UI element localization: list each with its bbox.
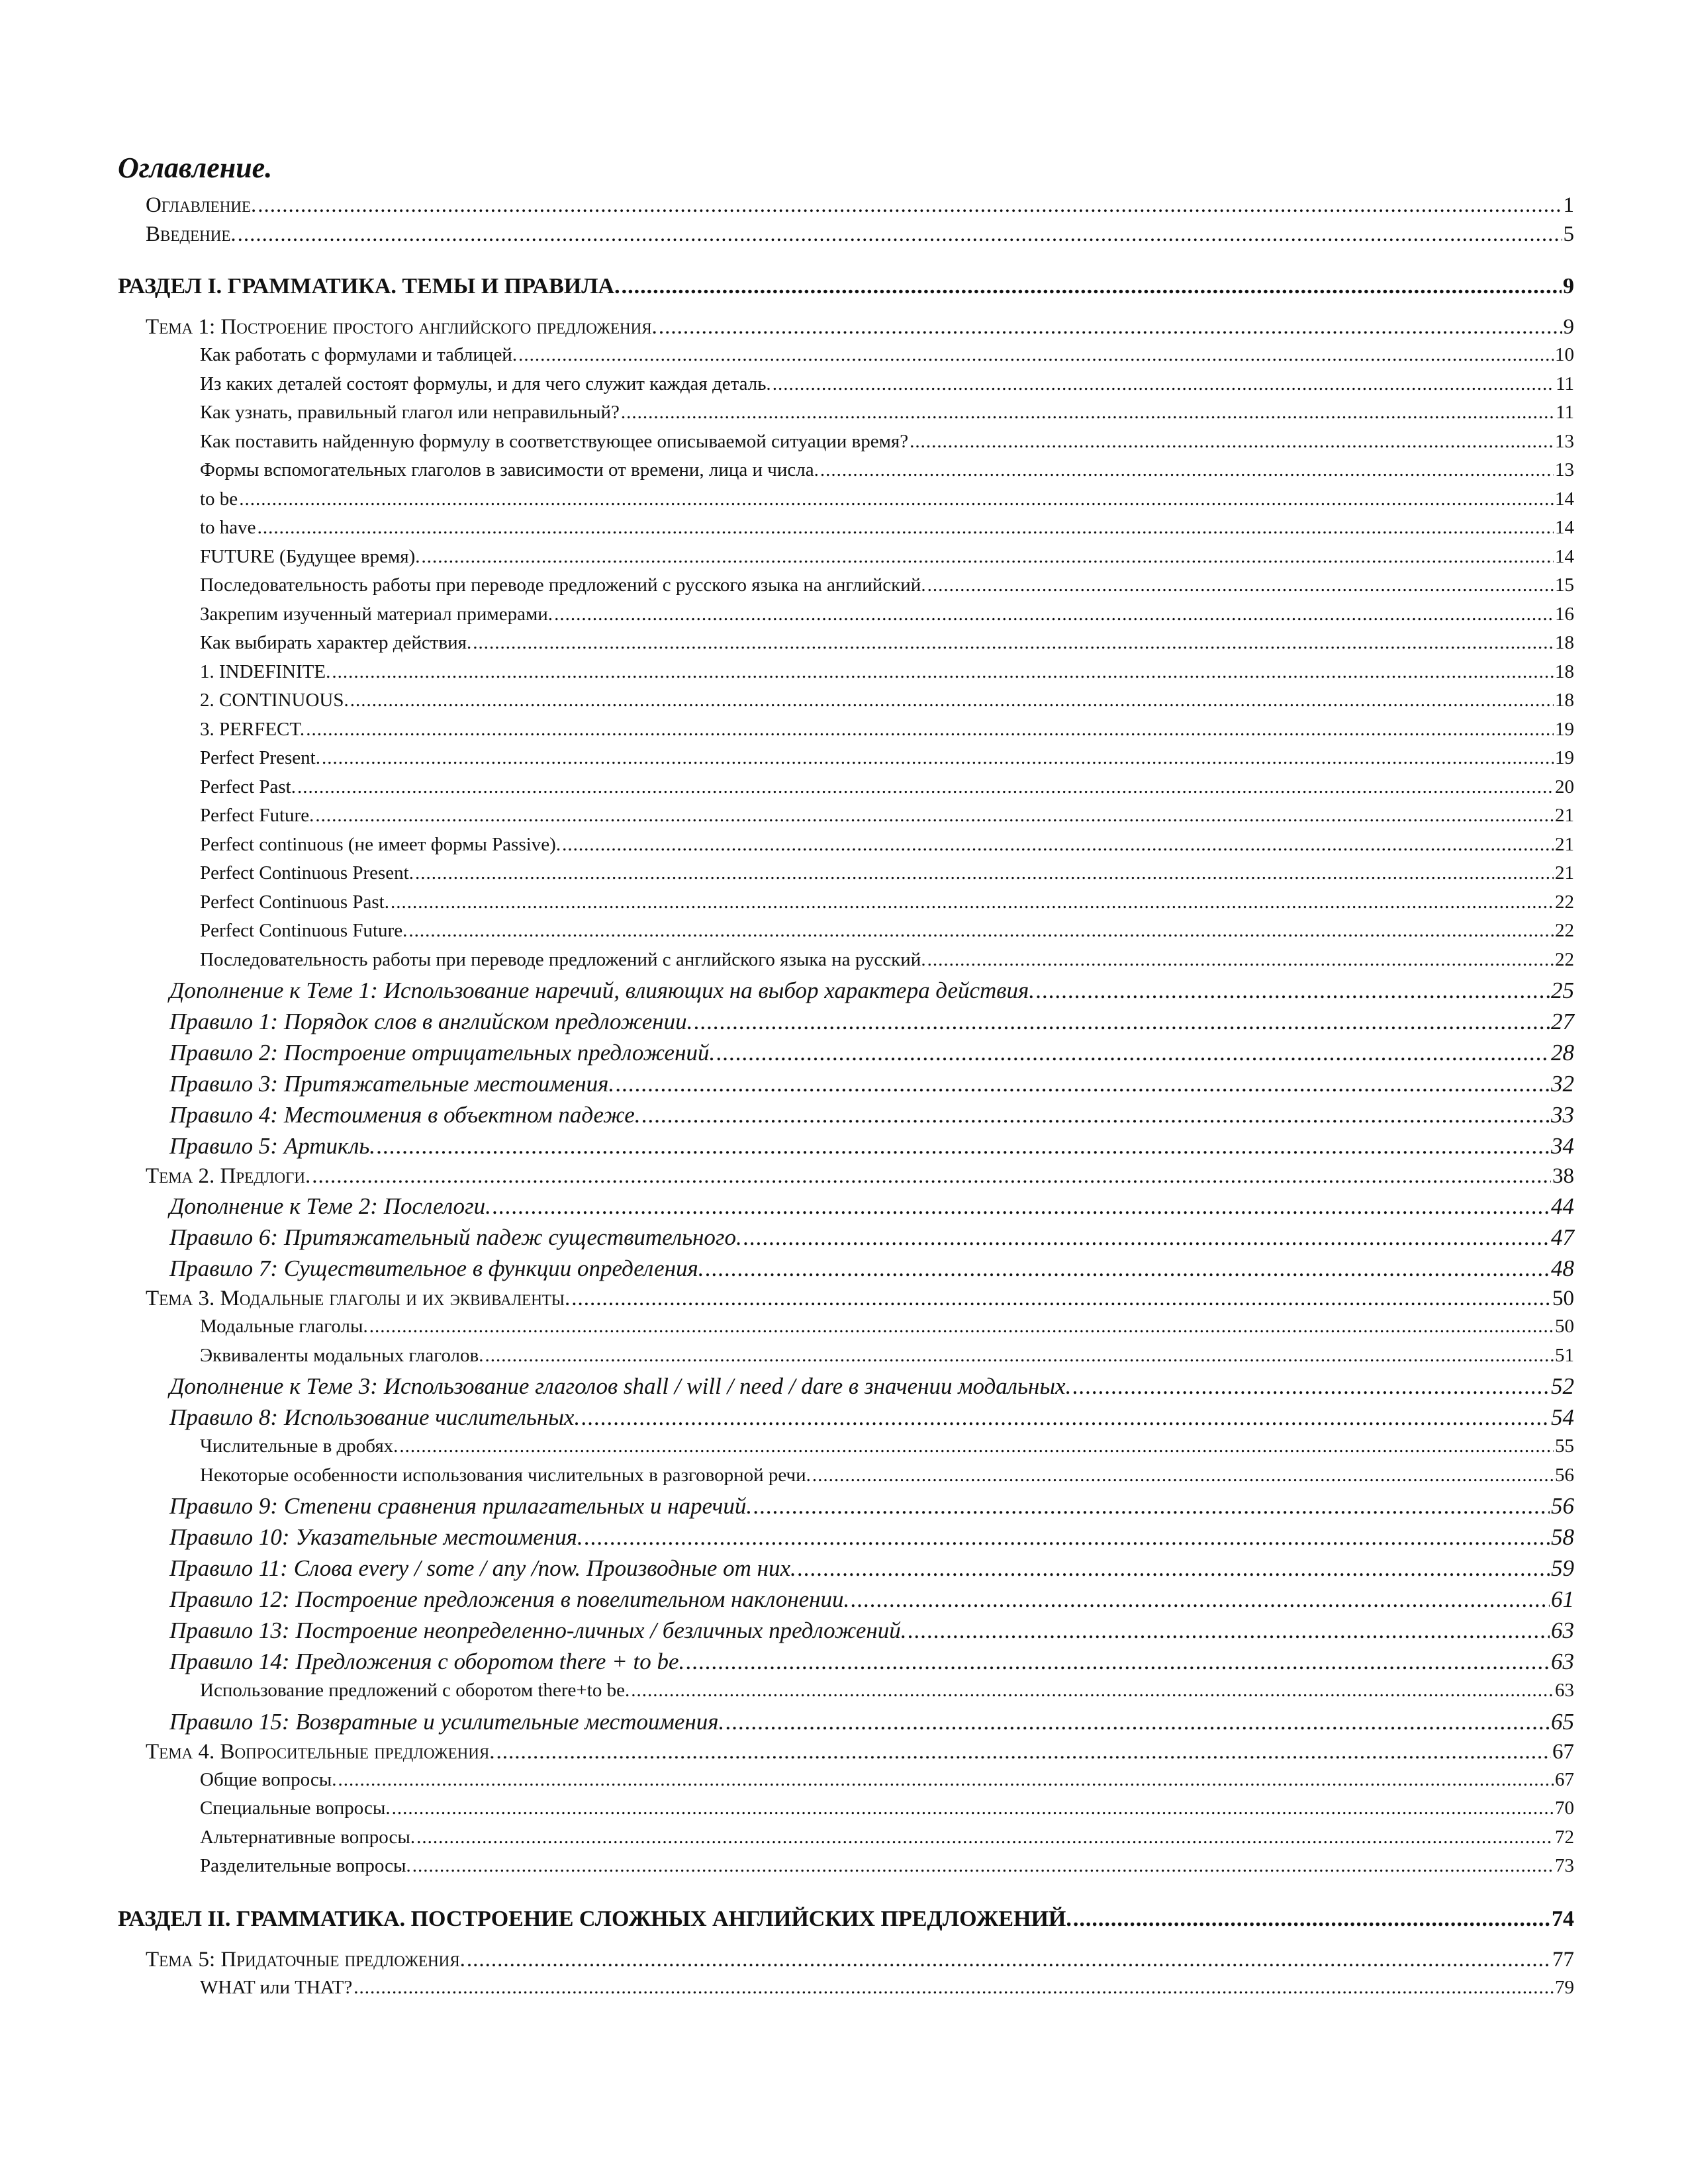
table-of-contents [118,193,1574,2005]
toc-entry-title: Использование предложений с оборотом there+to be. [200,1680,630,1701]
toc-entry[interactable] [118,222,1574,251]
toc-entry-title: Правило 4: Местоимения в объектном падеже. [169,1102,641,1128]
dot-leader [485,1345,1554,1367]
toc-entry-title: Правило 3: Притяжательные местоимения. [169,1071,615,1097]
dot-leader [369,1316,1554,1338]
toc-entry-title: FUTURE (Будущее время). [200,545,420,567]
toc-entry-page-number: 32 [1551,1071,1574,1097]
toc-entry-title: Perfect Continuous Future. [200,920,408,941]
dot-leader [571,1287,1551,1311]
dot-leader [297,776,1554,798]
dot-leader [322,747,1554,769]
toc-entry[interactable] [118,488,1574,518]
toc-entry-title: Perfect Continuous Present. [200,862,414,884]
toc-entry-title: Правило 8: Использование числительных. [169,1404,581,1430]
toc-entry-page-number: 50 [1555,1316,1574,1337]
dot-leader [315,805,1554,827]
dot-leader [562,834,1554,856]
dot-leader [851,1586,1550,1613]
toc-entry-page-number: 55 [1555,1435,1574,1457]
toc-entry[interactable] [118,1769,1574,1798]
dot-leader [1036,978,1550,1004]
toc-entry-page-number: 50 [1552,1287,1574,1310]
toc-entry-title: Правило 13: Построение неопределенно-личных / безличных предложений. [169,1617,907,1643]
toc-entry-page-number: 22 [1555,920,1574,941]
toc-entry[interactable] [118,459,1574,488]
toc-entry-page-number: 47 [1551,1224,1574,1250]
toc-entry-page-number: 11 [1556,402,1574,423]
toc-entry-page-number: 79 [1555,1976,1574,1998]
toc-entry-title: Дополнение к Теме 2: Послелоги. [169,1193,491,1219]
toc-entry[interactable] [118,1287,1574,1316]
dot-leader [642,1102,1550,1128]
toc-entry-title: Специальные вопросы. [200,1797,391,1819]
toc-entry[interactable] [118,1404,1574,1435]
toc-entry[interactable] [118,1493,1574,1524]
toc-entry-page-number: 27 [1551,1009,1574,1034]
toc-entry-title: Правило 15: Возвратные и усилительные местоимения. [169,1708,725,1735]
toc-entry[interactable] [118,776,1574,805]
toc-entry[interactable] [118,1680,1574,1709]
toc-entry-page-number: 34 [1551,1133,1574,1159]
dot-leader [422,546,1554,568]
toc-entry[interactable] [118,344,1574,373]
toc-entry[interactable] [118,1316,1574,1345]
toc-entry-title: Как выбирать характер действия. [200,632,472,653]
toc-entry-title: Правило 5: Артикль. [169,1133,376,1159]
toc-entry[interactable] [118,661,1574,690]
toc-entry[interactable] [118,1586,1574,1617]
dot-leader [496,1740,1551,1764]
toc-entry-page-number: 5 [1563,222,1574,246]
toc-entry[interactable] [118,1555,1574,1586]
dot-leader [416,1827,1554,1848]
toc-entry-title: Тема 2. Предлоги. [146,1164,311,1188]
dot-leader [812,1465,1554,1486]
toc-entry[interactable] [118,1948,1574,1977]
toc-entry[interactable] [118,1009,1574,1040]
toc-entry-page-number: 22 [1555,891,1574,913]
toc-entry[interactable] [118,193,1574,222]
dot-leader [694,1009,1550,1035]
toc-entry-page-number: 18 [1555,690,1574,711]
toc-entry-title: Правило 12: Построение предложения в повелительном наклонении. [169,1586,850,1612]
dot-leader [392,1797,1554,1819]
dot-leader [554,604,1554,625]
toc-entry-page-number: 21 [1555,862,1574,884]
toc-entry[interactable] [118,1133,1574,1164]
dot-leader [585,1524,1550,1551]
toc-entry-title: Правило 9: Степени сравнения прилагательных и наречий. [169,1493,753,1519]
toc-entry[interactable] [118,1855,1574,1884]
toc-entry[interactable] [118,1977,1574,2006]
toc-entry-page-number: 63 [1555,1680,1574,1701]
dot-leader [773,373,1554,395]
toc-entry[interactable] [118,1709,1574,1740]
dot-leader [306,719,1554,741]
toc-entry[interactable] [118,373,1574,402]
dot-leader [353,1977,1554,1999]
dot-leader [338,1769,1554,1791]
toc-entry-page-number: 20 [1555,776,1574,797]
toc-entry-page-number: 1 [1563,193,1574,217]
toc-entry[interactable] [118,1740,1574,1769]
toc-entry-title: 2. CONTINUOUS. [200,690,349,711]
dot-leader [415,862,1554,884]
dot-leader [467,1948,1551,1972]
toc-entry-title: WHAT или THAT? [200,1976,353,1998]
toc-entry[interactable] [118,1102,1574,1133]
toc-entry-page-number: 48 [1551,1255,1574,1281]
toc-entry-title: Разделительные вопросы. [200,1855,411,1876]
dot-leader [706,1255,1550,1282]
toc-entry-title: Числительные в дробях. [200,1435,399,1457]
toc-entry-title: Закрепим изученный материал примерами. [200,603,553,625]
toc-entry[interactable] [118,1649,1574,1680]
toc-entry-title: Некоторые особенности использования числительных в разговорной речи. [200,1464,811,1486]
toc-entry-page-number: 63 [1551,1617,1574,1643]
dot-leader [391,891,1554,913]
toc-entry-title: Perfect continuous (не имеет формы Passive). [200,833,561,855]
dot-leader [332,661,1554,683]
toc-entry-page-number: 74 [1552,1906,1574,1931]
toc-entry-title: Perfect Continuous Past. [200,891,389,913]
toc-entry-page-number: 22 [1555,948,1574,970]
toc-entry[interactable] [118,1255,1574,1287]
toc-entry-page-number: 72 [1555,1826,1574,1848]
toc-entry-title: РАЗДЕЛ II. ГРАММАТИКА. ПОСТРОЕНИЕ СЛОЖНЫХ АНГЛИЙСКИХ ПРЕДЛОЖЕНИЙ. [118,1906,1072,1931]
toc-entry[interactable] [118,632,1574,661]
toc-entry-page-number: 61 [1551,1586,1574,1612]
dot-leader [581,1404,1550,1431]
toc-entry[interactable] [118,431,1574,460]
toc-entry-title: Формы вспомогательных глаголов в зависимости от времени, лица и числа. [200,459,819,480]
toc-entry-title: Тема 5: Придаточные предложения. [146,1947,465,1972]
toc-entry-title: Из каких деталей состоят формулы, и для чего служит каждая деталь. [200,373,771,394]
toc-entry-page-number: 14 [1555,488,1574,510]
dot-leader [716,1040,1550,1066]
dot-leader [927,949,1554,971]
dot-leader [492,1193,1550,1220]
dot-leader [518,344,1554,366]
dot-leader [350,690,1554,711]
dot-leader [753,1493,1550,1520]
dot-leader [910,431,1554,453]
toc-entry-title: Альтернативные вопросы. [200,1826,416,1848]
toc-entry-title: Эквиваленты модальных глаголов. [200,1344,484,1366]
dot-leader [820,459,1554,481]
dot-leader [908,1617,1550,1644]
toc-entry[interactable] [118,1797,1574,1827]
toc-entry-title: Дополнение к Теме 1: Использование наречий, влияющих на выбор характера действия. [169,978,1035,1003]
toc-entry-title: Правило 2: Построение отрицательных предложений. [169,1040,716,1066]
toc-entry-page-number: 13 [1555,430,1574,452]
toc-entry[interactable] [118,546,1574,575]
toc-entry-page-number: 16 [1555,603,1574,625]
toc-entry[interactable] [118,1193,1574,1224]
dot-leader [622,274,1562,299]
toc-entry-title: Последовательность работы при переводе предложений с английского языка на русский. [200,948,926,970]
toc-entry-page-number: 18 [1555,632,1574,653]
toc-entry[interactable] [118,690,1574,719]
toc-entry[interactable] [118,1465,1574,1494]
dot-leader [377,1133,1550,1160]
toc-entry-title: Тема 4. Вопросительные предложения. [146,1739,495,1764]
toc-entry-page-number: 15 [1555,574,1574,596]
toc-entry-page-number: 19 [1555,747,1574,768]
toc-entry-page-number: 14 [1555,545,1574,567]
toc-entry-title: Общие вопросы. [200,1768,337,1790]
toc-entry-page-number: 21 [1555,805,1574,826]
dot-leader [258,517,1554,539]
toc-entry-title: Как работать с формулами и таблицей. [200,344,518,365]
toc-entry-page-number: 67 [1555,1768,1574,1790]
toc-entry[interactable] [118,1617,1574,1649]
toc-entry-page-number: 25 [1551,978,1574,1003]
dot-leader [927,574,1554,596]
toc-entry-page-number: 10 [1555,344,1574,365]
page-title: Оглавление. [118,152,273,184]
toc-entry[interactable] [118,949,1574,978]
toc-entry[interactable] [118,274,1574,303]
toc-entry-title: 1. INDEFINITE. [200,660,331,682]
toc-entry[interactable] [118,891,1574,921]
toc-entry[interactable] [118,978,1574,1009]
toc-entry-page-number: 52 [1551,1373,1574,1399]
toc-entry[interactable] [118,1907,1574,1936]
toc-entry-page-number: 28 [1551,1040,1574,1066]
toc-entry-title: Perfect Present. [200,747,320,768]
toc-entry[interactable] [118,1435,1574,1465]
dot-leader [238,222,1562,247]
dot-leader [473,632,1554,654]
toc-entry-page-number: 70 [1555,1797,1574,1819]
dot-leader [399,1435,1554,1457]
toc-entry-title: Как поставить найденную формулу в соответствующее описываемой ситуации время? [200,430,909,452]
toc-entry-page-number: 9 [1563,315,1574,339]
toc-entry-title: Как узнать, правильный глагол или неправильный? [200,402,620,423]
toc-entry-page-number: 44 [1551,1193,1574,1219]
dot-leader [1073,1907,1550,1932]
toc-entry-title: Тема 1: Построение простого английского предложения. [146,315,657,339]
dot-leader [659,315,1562,340]
toc-entry[interactable] [118,719,1574,748]
toc-entry[interactable] [118,834,1574,863]
toc-entry-title: Дополнение к Теме 3: Использование глаголов shall / will / need / dare в значении модальных. [169,1373,1072,1399]
toc-entry-title: Последовательность работы при переводе предложений с русского языка на английский. [200,574,926,596]
toc-entry-page-number: 19 [1555,718,1574,740]
toc-entry-page-number: 56 [1551,1493,1574,1519]
toc-entry-page-number: 65 [1551,1708,1574,1735]
toc-entry-page-number: 51 [1555,1344,1574,1366]
toc-entry[interactable] [118,1224,1574,1255]
dot-leader [726,1709,1550,1735]
toc-entry-page-number: 67 [1552,1739,1574,1764]
toc-entry-title: to have [200,517,256,538]
toc-entry-page-number: 11 [1556,373,1574,394]
toc-entry-title: Тема 3. Модальные глаголы и их эквиваленты. [146,1287,571,1310]
dot-leader [258,193,1562,218]
dot-leader [798,1555,1550,1582]
toc-entry[interactable] [118,315,1574,344]
toc-entry-page-number: 18 [1555,660,1574,682]
toc-entry-page-number: 59 [1551,1555,1574,1581]
toc-entry[interactable] [118,1827,1574,1856]
toc-entry-title: to be [200,488,238,510]
toc-entry[interactable] [118,920,1574,949]
toc-entry-title: Оглавление. [146,193,257,217]
dot-leader [616,1071,1550,1097]
toc-entry-title: Правило 1: Порядок слов в английском предложении. [169,1009,693,1034]
toc-entry-page-number: 54 [1551,1404,1574,1430]
toc-entry-page-number: 56 [1555,1464,1574,1486]
dot-leader [631,1680,1554,1702]
dot-leader [686,1649,1550,1675]
toc-entry-title: 3. PERFECT. [200,718,305,740]
dot-leader [1072,1373,1550,1400]
toc-entry[interactable] [118,1524,1574,1555]
toc-entry-page-number: 13 [1555,459,1574,480]
toc-entry[interactable] [118,747,1574,776]
toc-entry[interactable] [118,1040,1574,1071]
toc-entry[interactable] [118,805,1574,834]
toc-entry-page-number: 58 [1551,1524,1574,1550]
dot-leader [408,920,1554,942]
toc-entry-page-number: 63 [1551,1649,1574,1674]
toc-entry-title: Правило 14: Предложения с оборотом there + to be. [169,1649,685,1674]
toc-entry-title: РАЗДЕЛ I. ГРАММАТИКА. ТЕМЫ И ПРАВИЛА. [118,274,620,298]
toc-entry-page-number: 77 [1552,1947,1574,1972]
toc-entry-page-number: 14 [1555,517,1574,538]
toc-entry-title: Правило 10: Указательные местоимения. [169,1524,583,1550]
toc-entry-title: Правило 6: Притяжательный падеж существительного. [169,1224,742,1250]
toc-entry[interactable] [118,1345,1574,1374]
toc-entry[interactable] [118,517,1574,546]
toc-entry-title: Perfect Past. [200,776,296,797]
toc-entry[interactable] [118,402,1574,431]
toc-entry-title: Введение. [146,222,236,246]
toc-entry-page-number: 9 [1563,274,1574,298]
toc-entry[interactable] [118,1373,1574,1404]
toc-entry-title: Perfect Future. [200,805,314,826]
toc-entry[interactable] [118,604,1574,633]
toc-entry[interactable] [118,862,1574,891]
toc-entry-title: Правило 11: Слова every / some / any /now. Производные от них. [169,1555,796,1581]
toc-entry[interactable] [118,1071,1574,1102]
toc-entry-page-number: 73 [1555,1855,1574,1876]
dot-leader [239,488,1554,510]
toc-entry-page-number: 21 [1555,833,1574,855]
toc-entry[interactable] [118,574,1574,604]
toc-entry-page-number: 33 [1551,1102,1574,1128]
dot-leader [743,1224,1550,1251]
toc-entry[interactable] [118,1164,1574,1193]
toc-entry-title: Модальные глаголы. [200,1316,368,1337]
dot-leader [312,1164,1551,1189]
dot-leader [621,402,1554,424]
dot-leader [412,1855,1554,1877]
toc-entry-title: Правило 7: Существительное в функции определения. [169,1255,704,1281]
toc-entry-page-number: 38 [1552,1164,1574,1188]
